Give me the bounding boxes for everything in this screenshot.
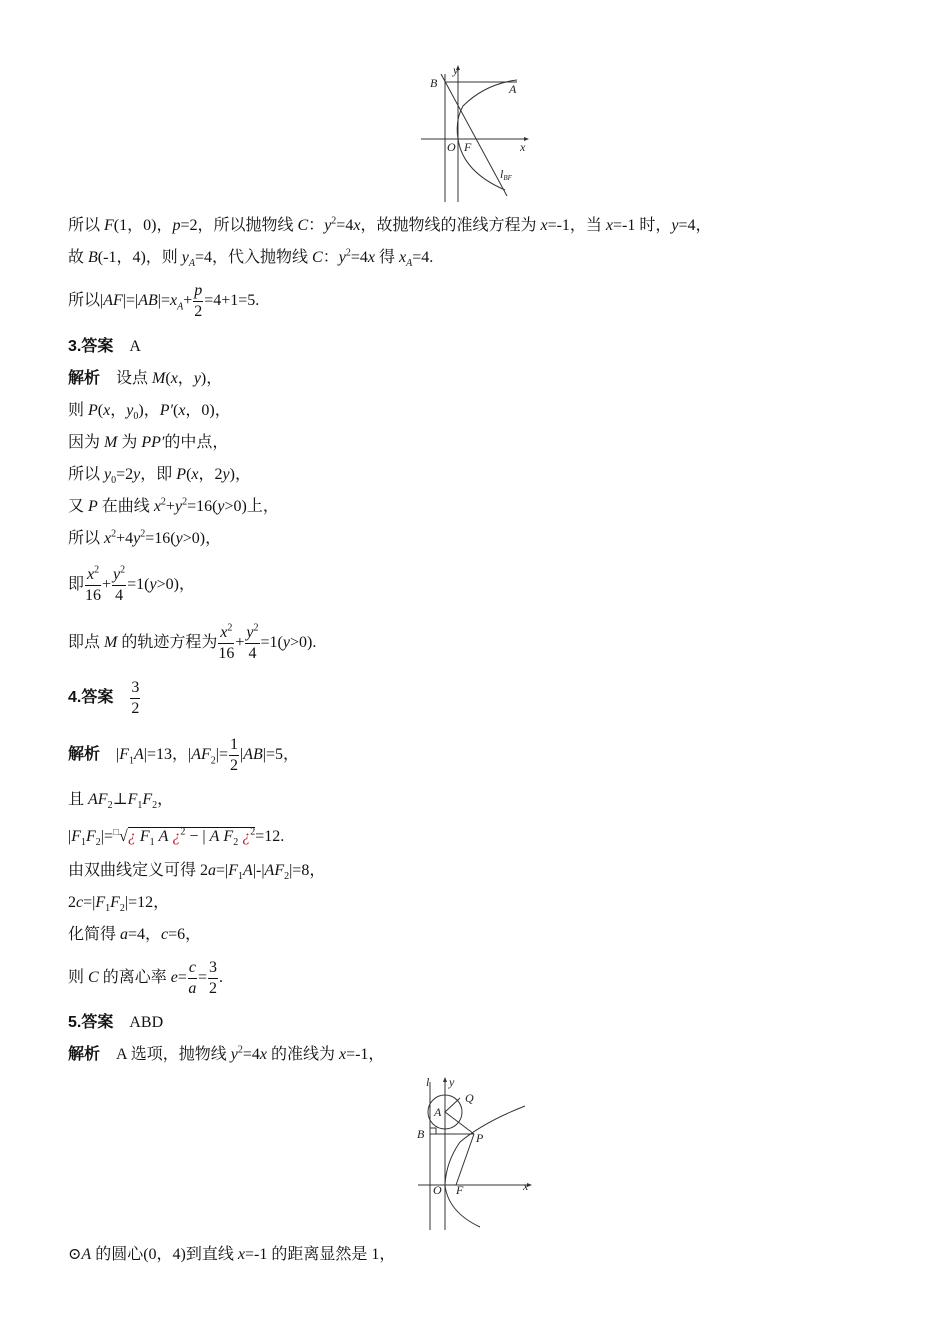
q5-line2: ⊙A 的圆心(0，4)到直线 x=-1 的距离显然是 1， <box>68 1246 396 1263</box>
label-o: O <box>433 1183 442 1197</box>
label-o: O <box>447 140 456 154</box>
q4-line6: 化简得 a=4，c=6， <box>68 926 202 943</box>
fraction-answer-3-over-2: $\frac{3}{2}$ <box>131 679 140 717</box>
q3-line5: 又 P 在曲线 $x^2+y^2=16(y>0)$上， <box>68 496 279 515</box>
p2-line3: 所以$|AF|=|AB|=x_A+$ $\frac{p}{2}$ =4+1=5. <box>68 282 260 320</box>
fraction-c-over-a: $\frac{c}{a}$ <box>188 959 197 997</box>
fraction-3-over-2: $\frac{3}{2}$ <box>208 959 217 997</box>
p2-line2: 故 B(-1，4)，则 $y_A=4$，代入抛物线 C：$y^2=4x$ 得 $x_A=4$. <box>68 247 434 270</box>
label-lbf: lBF <box>500 167 512 182</box>
q4-line3: $|F_1F_2|=^□√¿$ $F_1$ A ¿$^2$ − | A $F_2$ ¿$^2$=12. <box>68 823 284 847</box>
q3-line3: 因为 M 为 PP′的中点， <box>68 434 229 451</box>
label-b: B <box>417 1127 425 1141</box>
label-y: y <box>453 63 459 77</box>
figure-parabola-line-bf <box>415 62 535 204</box>
q3-line7: 即 $\frac{x^2}{16}$ + $\frac{y^2}{4}$ =1(y>0)， <box>68 564 195 604</box>
q3-line2: 则 P(x，$y_0$)，P′(x，0)， <box>68 402 231 423</box>
q3-line6: 所以 $x^2+4y^2=16(y>0)$， <box>68 528 222 547</box>
q3-line1: 解析 设点 M(x，y)， <box>68 370 223 387</box>
label-a: A <box>434 1105 442 1119</box>
right-angle-mark <box>430 1128 436 1134</box>
label-f: F <box>456 1183 464 1197</box>
q4-line7: 则 C 的离心率 e= $\frac{c}{a}$ = $\frac{3}{2}$ . <box>68 959 223 997</box>
label-x: x <box>520 140 526 154</box>
line-bf <box>441 74 507 196</box>
segment-aq <box>445 1098 460 1112</box>
q4-line1: 解析 $|F_1A|=13$，$|AF_2|=$ $\frac{1}{2}$ |AB|=5， <box>68 736 299 774</box>
segment-ap <box>445 1112 474 1134</box>
label-a: A <box>509 82 517 96</box>
fraction-p-over-2: $\frac{p}{2}$ <box>194 282 203 320</box>
label-y: y <box>449 1075 455 1089</box>
q3-line4: 所以 $y_0=2y$，即 P(x，2y)， <box>68 466 251 487</box>
q4-line2: 且 $AF_2\perp F_1F_2$， <box>68 791 174 812</box>
segment-pf <box>456 1134 474 1185</box>
q4-line4: 由双曲线定义可得 $2a=|F_1A|-|AF_2|=8$， <box>68 862 326 883</box>
figure-parabola-circle <box>412 1072 536 1232</box>
q4-answer: 4.答案 $\frac{3}{2}$ <box>68 679 140 717</box>
label-x: x <box>523 1179 529 1193</box>
label-q: Q <box>465 1091 474 1105</box>
label-l: l <box>426 1075 430 1089</box>
fraction-x2-over-16: $\frac{x^2}{16}$ <box>218 622 235 662</box>
q3-line8: 即点 M 的轨迹方程为 $\frac{x^2}{16}$ + $\frac{y^2}{4}$ =1(y>0). <box>68 622 317 662</box>
fraction-x2-over-16: $\frac{x^2}{16}$ <box>85 564 102 604</box>
q5-line1: 解析 A 选项，抛物线 $y^2=4x$ 的准线为 x=-1， <box>68 1044 385 1063</box>
fraction-y2-over-4: $\frac{y^2}{4}$ <box>113 564 126 604</box>
label-f: F <box>464 140 472 154</box>
label-p: P <box>476 1131 484 1145</box>
q3-answer: 3.答案 A <box>68 338 141 355</box>
fraction-1-over-2: $\frac{1}{2}$ <box>230 736 238 774</box>
label-b: B <box>430 76 438 90</box>
broken-radical: □√¿ $F_1$ A ¿$^2$ − | A $F_2$ ¿$^2$ <box>113 826 256 849</box>
q4-line5: $2c=|F_1F_2|=12$， <box>68 894 170 915</box>
q5-answer: 5.答案 ABD <box>68 1014 164 1031</box>
fraction-y2-over-4: $\frac{y^2}{4}$ <box>246 622 259 662</box>
p2-line1: 所以 F(1，0)，p=2，所以抛物线 C：$y^2=4x$，故抛物线的准线方程为 x=-1，当 x=-1 时，y=4， <box>68 215 712 234</box>
